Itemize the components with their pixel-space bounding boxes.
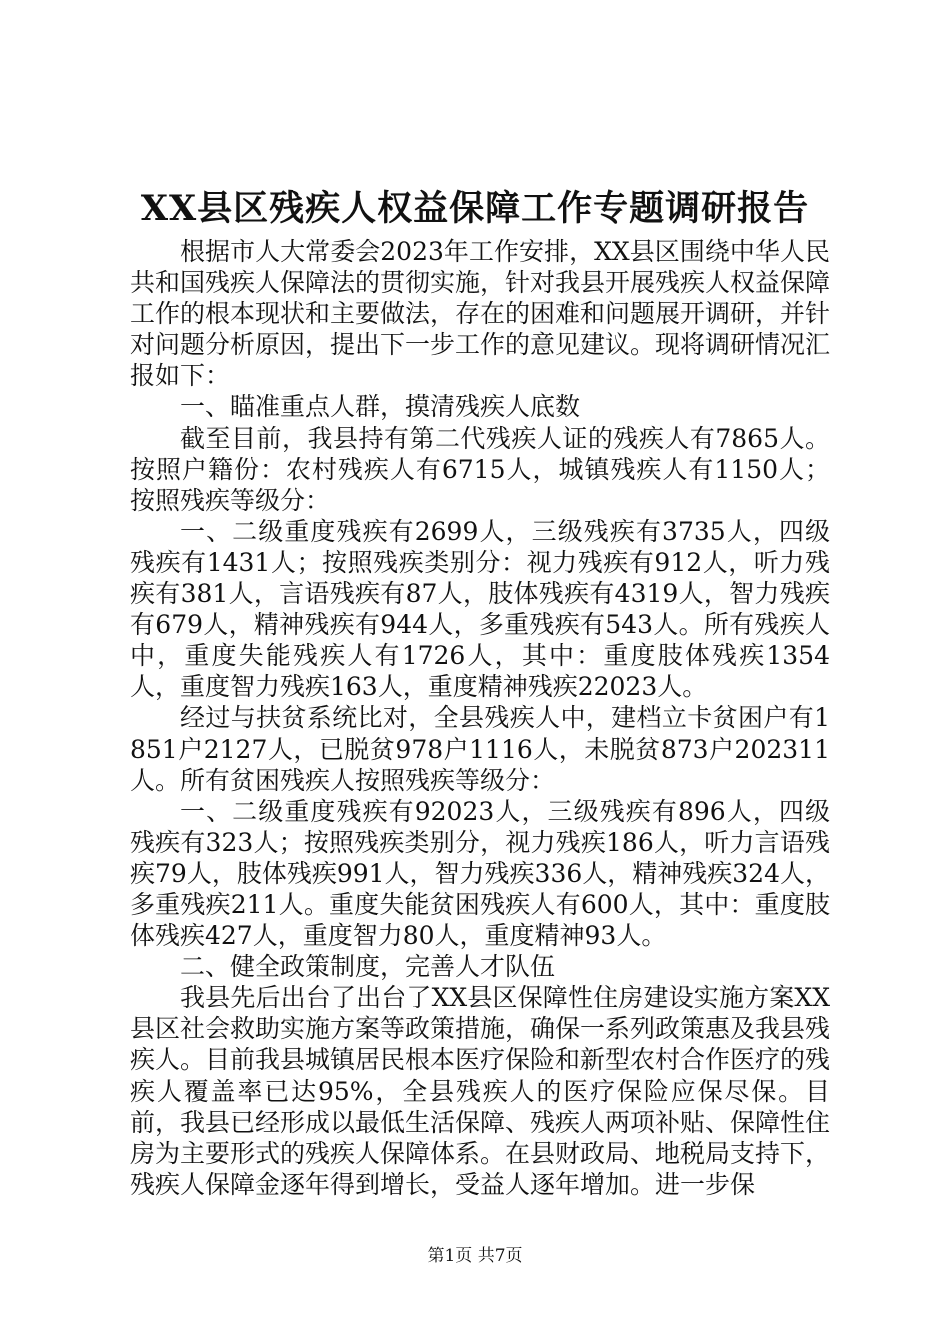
paragraph-count-total: 截至目前，我县持有第二代残疾人证的残疾人有7865人。按照户籍份：农村残疾人有6715人，城镇残疾人有1150人；按照残疾等级分：	[130, 423, 830, 515]
report-title: XX县区残疾人权益保障工作专题调研报告	[140, 188, 810, 229]
section-heading-2: 二、健全政策制度，完善人才队伍	[180, 952, 556, 982]
report-body	[130, 236, 830, 1200]
section-heading-1: 一、瞄准重点人群，摸清残疾人底数	[180, 392, 581, 422]
paragraph-disability-levels: 一、二级重度残疾有2699人，三级残疾有3735人，四级残疾有1431人；按照残疾类别分：视力残疾有912人，听力残疾有381人，言语残疾有87人，肢体残疾有4319人，智力残疾有679人，精神残疾有944人，多重残疾有543人。所有残疾人中，重度失能残疾人有1726人，其中：重度肢体残疾1354人，重度智力残疾163人，重度精神残疾22023人。	[130, 516, 830, 702]
paragraph-poverty-comparison: 经过与扶贫系统比对，全县残疾人中，建档立卡贫困户有1851户2127人，已脱贫978户1116人，未脱贫873户202311人。所有贫困残疾人按照残疾等级分：	[130, 703, 830, 795]
paragraph-intro: 根据市人大常委会2023年工作安排，XX县区围绕中华人民共和国残疾人保障法的贯彻实施，针对我县开展残疾人权益保障工作的根本现状和主要做法，存在的困难和问题展开调研，并针对问题分析原因，提出下一步工作的意见建议。现将调研情况汇报如下：	[130, 237, 831, 391]
paragraph-poverty-levels: 一、二级重度残疾有92023人，三级残疾有896人，四级残疾有323人；按照残疾类别分，视力残疾186人，听力言语残疾79人，肢体残疾991人，智力残疾336人，精神残疾324人，多重残疾211人。重度失能贫困残疾人有600人，其中：重度肢体残疾427人，重度智力80人，重度精神93人。	[130, 796, 830, 951]
page-footer: 第1页 共7页	[427, 1246, 523, 1266]
paragraph-policy: 我县先后出台了出台了XX县区保障性住房建设实施方案XX县区社会救助实施方案等政策措施，确保一系列政策惠及我县残疾人。目前我县城镇居民根本医疗保险和新型农村合作医疗的残疾人覆盖率已达95%，全县残疾人的医疗保险应保尽保。目前，我县已经形成以最低生活保障、残疾人两项补贴、保障性住房为主要形式的残疾人保障体系。在县财政局、地税局支持下，残疾人保障金逐年得到增长，受益人逐年增加。进一步保	[130, 983, 831, 1199]
